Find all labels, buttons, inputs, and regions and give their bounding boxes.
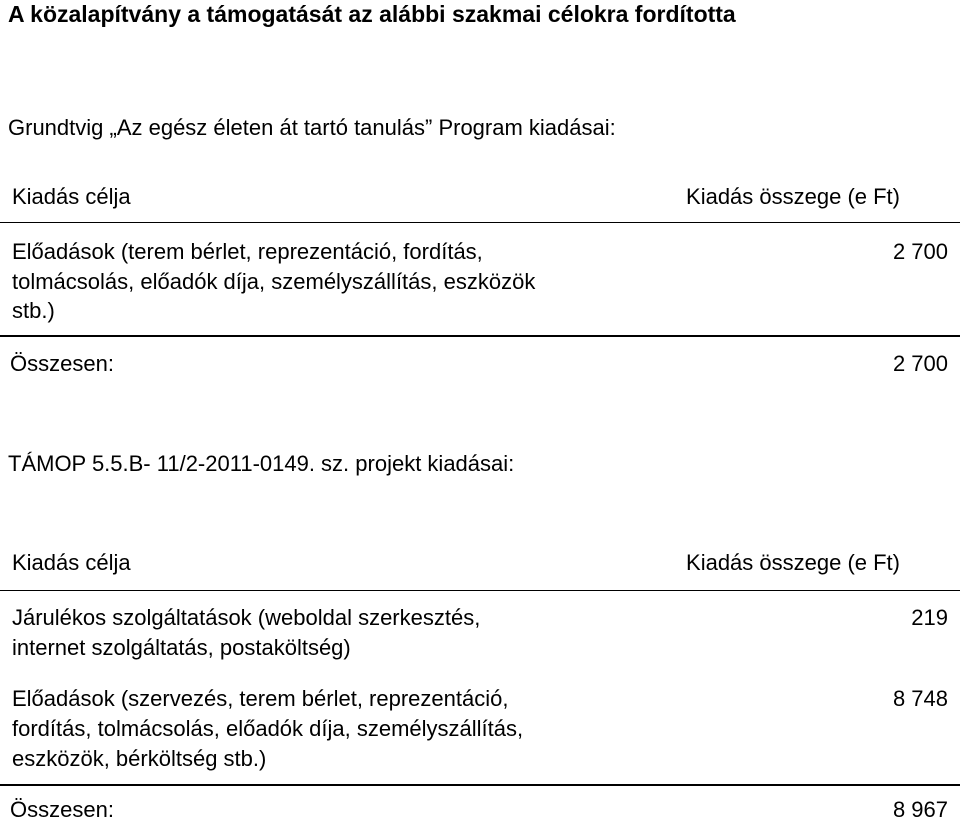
- section-title-tamop: TÁMOP 5.5.B- 11/2-2011-0149. sz. projekt kiadásai:: [8, 451, 515, 476]
- section-title-grundtvig: Grundtvig „Az egész életen át tartó tanulás” Program kiadásai:: [8, 115, 616, 140]
- total-value: 2 700: [892, 351, 948, 376]
- table-row-purpose: Előadások (terem bérlet, reprezentáció, fordítás,: [12, 239, 483, 264]
- column-header-amount: Kiadás összege (e Ft): [686, 550, 900, 575]
- column-header-purpose: Kiadás célja: [12, 550, 131, 575]
- total-divider: [0, 335, 960, 337]
- table-row-amount: 8 748: [892, 686, 948, 711]
- total-value: 8 967: [892, 797, 948, 822]
- column-header-amount: Kiadás összege (e Ft): [686, 184, 900, 209]
- table-row-purpose: internet szolgáltatás, postaköltség): [12, 635, 351, 660]
- table-row-purpose: stb.): [12, 298, 55, 323]
- table-row-amount: 2 700: [892, 239, 948, 264]
- table-row-amount: 219: [911, 605, 948, 630]
- table-row-purpose: Járulékos szolgáltatások (weboldal szerkesztés,: [12, 605, 481, 630]
- table-header-divider: [0, 222, 960, 223]
- document-heading: A közalapítvány a támogatását az alábbi szakmai célokra fordította: [8, 1, 736, 27]
- total-divider: [0, 784, 960, 786]
- table-row-purpose: eszközök, bérköltség stb.): [12, 746, 267, 771]
- table-row-purpose: Előadások (szervezés, terem bérlet, reprezentáció,: [12, 686, 509, 711]
- table-row-purpose: tolmácsolás, előadók díja, személyszállítás, eszközök: [12, 269, 536, 294]
- table-row-purpose: fordítás, tolmácsolás, előadók díja, személyszállítás,: [12, 716, 524, 741]
- column-header-purpose: Kiadás célja: [12, 184, 131, 209]
- table-header-divider: [0, 590, 960, 591]
- total-label: Összesen:: [10, 797, 114, 822]
- total-label: Összesen:: [10, 351, 114, 376]
